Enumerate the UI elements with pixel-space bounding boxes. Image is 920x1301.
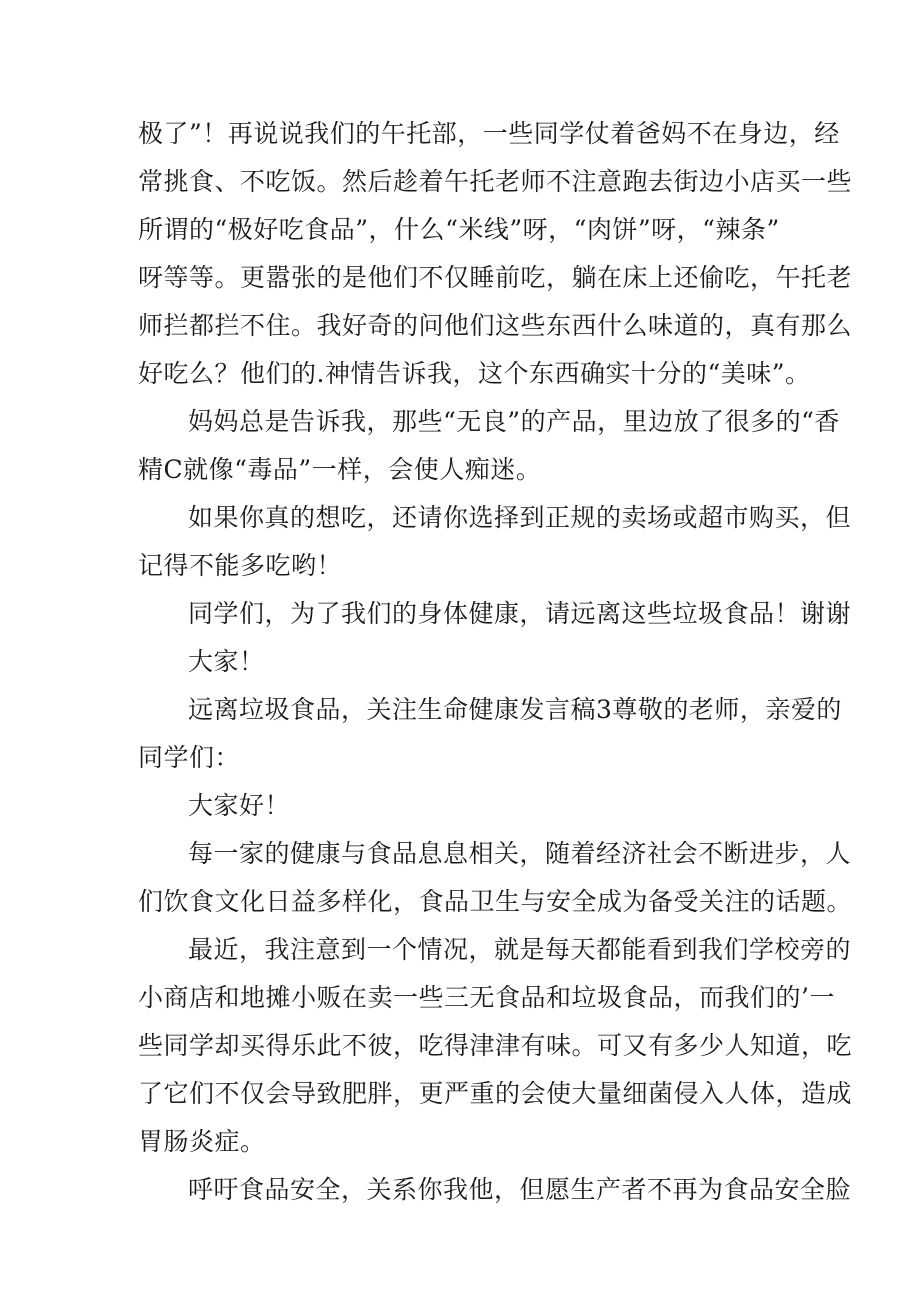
text-line: 小商店和地摊小贩在卖一些三无食品和垃圾食品，而我们的’一	[138, 983, 835, 1012]
text-line: 大家！	[188, 647, 265, 676]
text-line: 些同学却买得乐此不彼，吃得津津有味。可又有多少人知道，吃	[138, 1031, 853, 1060]
text-line: 记得不能多吃哟！	[138, 551, 343, 580]
text-line: 呼吁食品安全，关系你我他，但愿生产者不再为食品安全脸	[188, 1175, 852, 1204]
text-line: 大家好！	[188, 791, 291, 820]
text-line: 妈妈总是告诉我，那些“无良”的产品，里边放了很多的“香	[188, 407, 840, 436]
text-line: 每一家的健康与食品息息相关，随着经济社会不断进步，人	[188, 839, 852, 868]
text-line: 精C就像“毒品”一样，会使人痴迷。	[138, 455, 542, 484]
text-line: 同学们，为了我们的身体健康，请远离这些垃圾食品！谢谢	[188, 599, 852, 628]
text-line: 极了”！再说说我们的午托部，一些同学仗着爸妈不在身边，经	[138, 119, 840, 148]
text-line: 最近，我注意到一个情况，就是每天都能看到我们学校旁的	[188, 935, 852, 964]
text-line: 常挑食、不吃饭。然后趁着午托老师不注意跑去街边小店买一些	[138, 167, 853, 196]
text-line: 远离垃圾食品，关注生命健康发言稿3尊敬的老师，亲爱的	[188, 695, 842, 724]
text-line: 了它们不仅会导致肥胖，更严重的会使大量细菌侵入人体，造成	[138, 1079, 853, 1108]
text-line: 好吃么？他们的.神情告诉我，这个东西确实十分的“美味”。	[138, 359, 811, 388]
text-line: 如果你真的想吃，还请你选择到正规的卖场或超市购买，但	[188, 503, 852, 532]
text-line: 同学们：	[138, 743, 241, 772]
text-line: 胃肠炎症。	[138, 1127, 266, 1156]
text-line: 呀等等。更嚣张的是他们不仅睡前吃，躺在床上还偷吃，午托老	[138, 263, 853, 292]
text-line: 所谓的“极好吃食品”，什么“米线”呀，“肉饼”呀，“辣条”	[138, 215, 780, 244]
text-line: 师拦都拦不住。我好奇的问他们这些东西什么味道的，真有那么	[138, 311, 853, 340]
text-line: 们饮食文化日益多样化，食品卫生与安全成为备受关注的话题。	[138, 887, 853, 916]
